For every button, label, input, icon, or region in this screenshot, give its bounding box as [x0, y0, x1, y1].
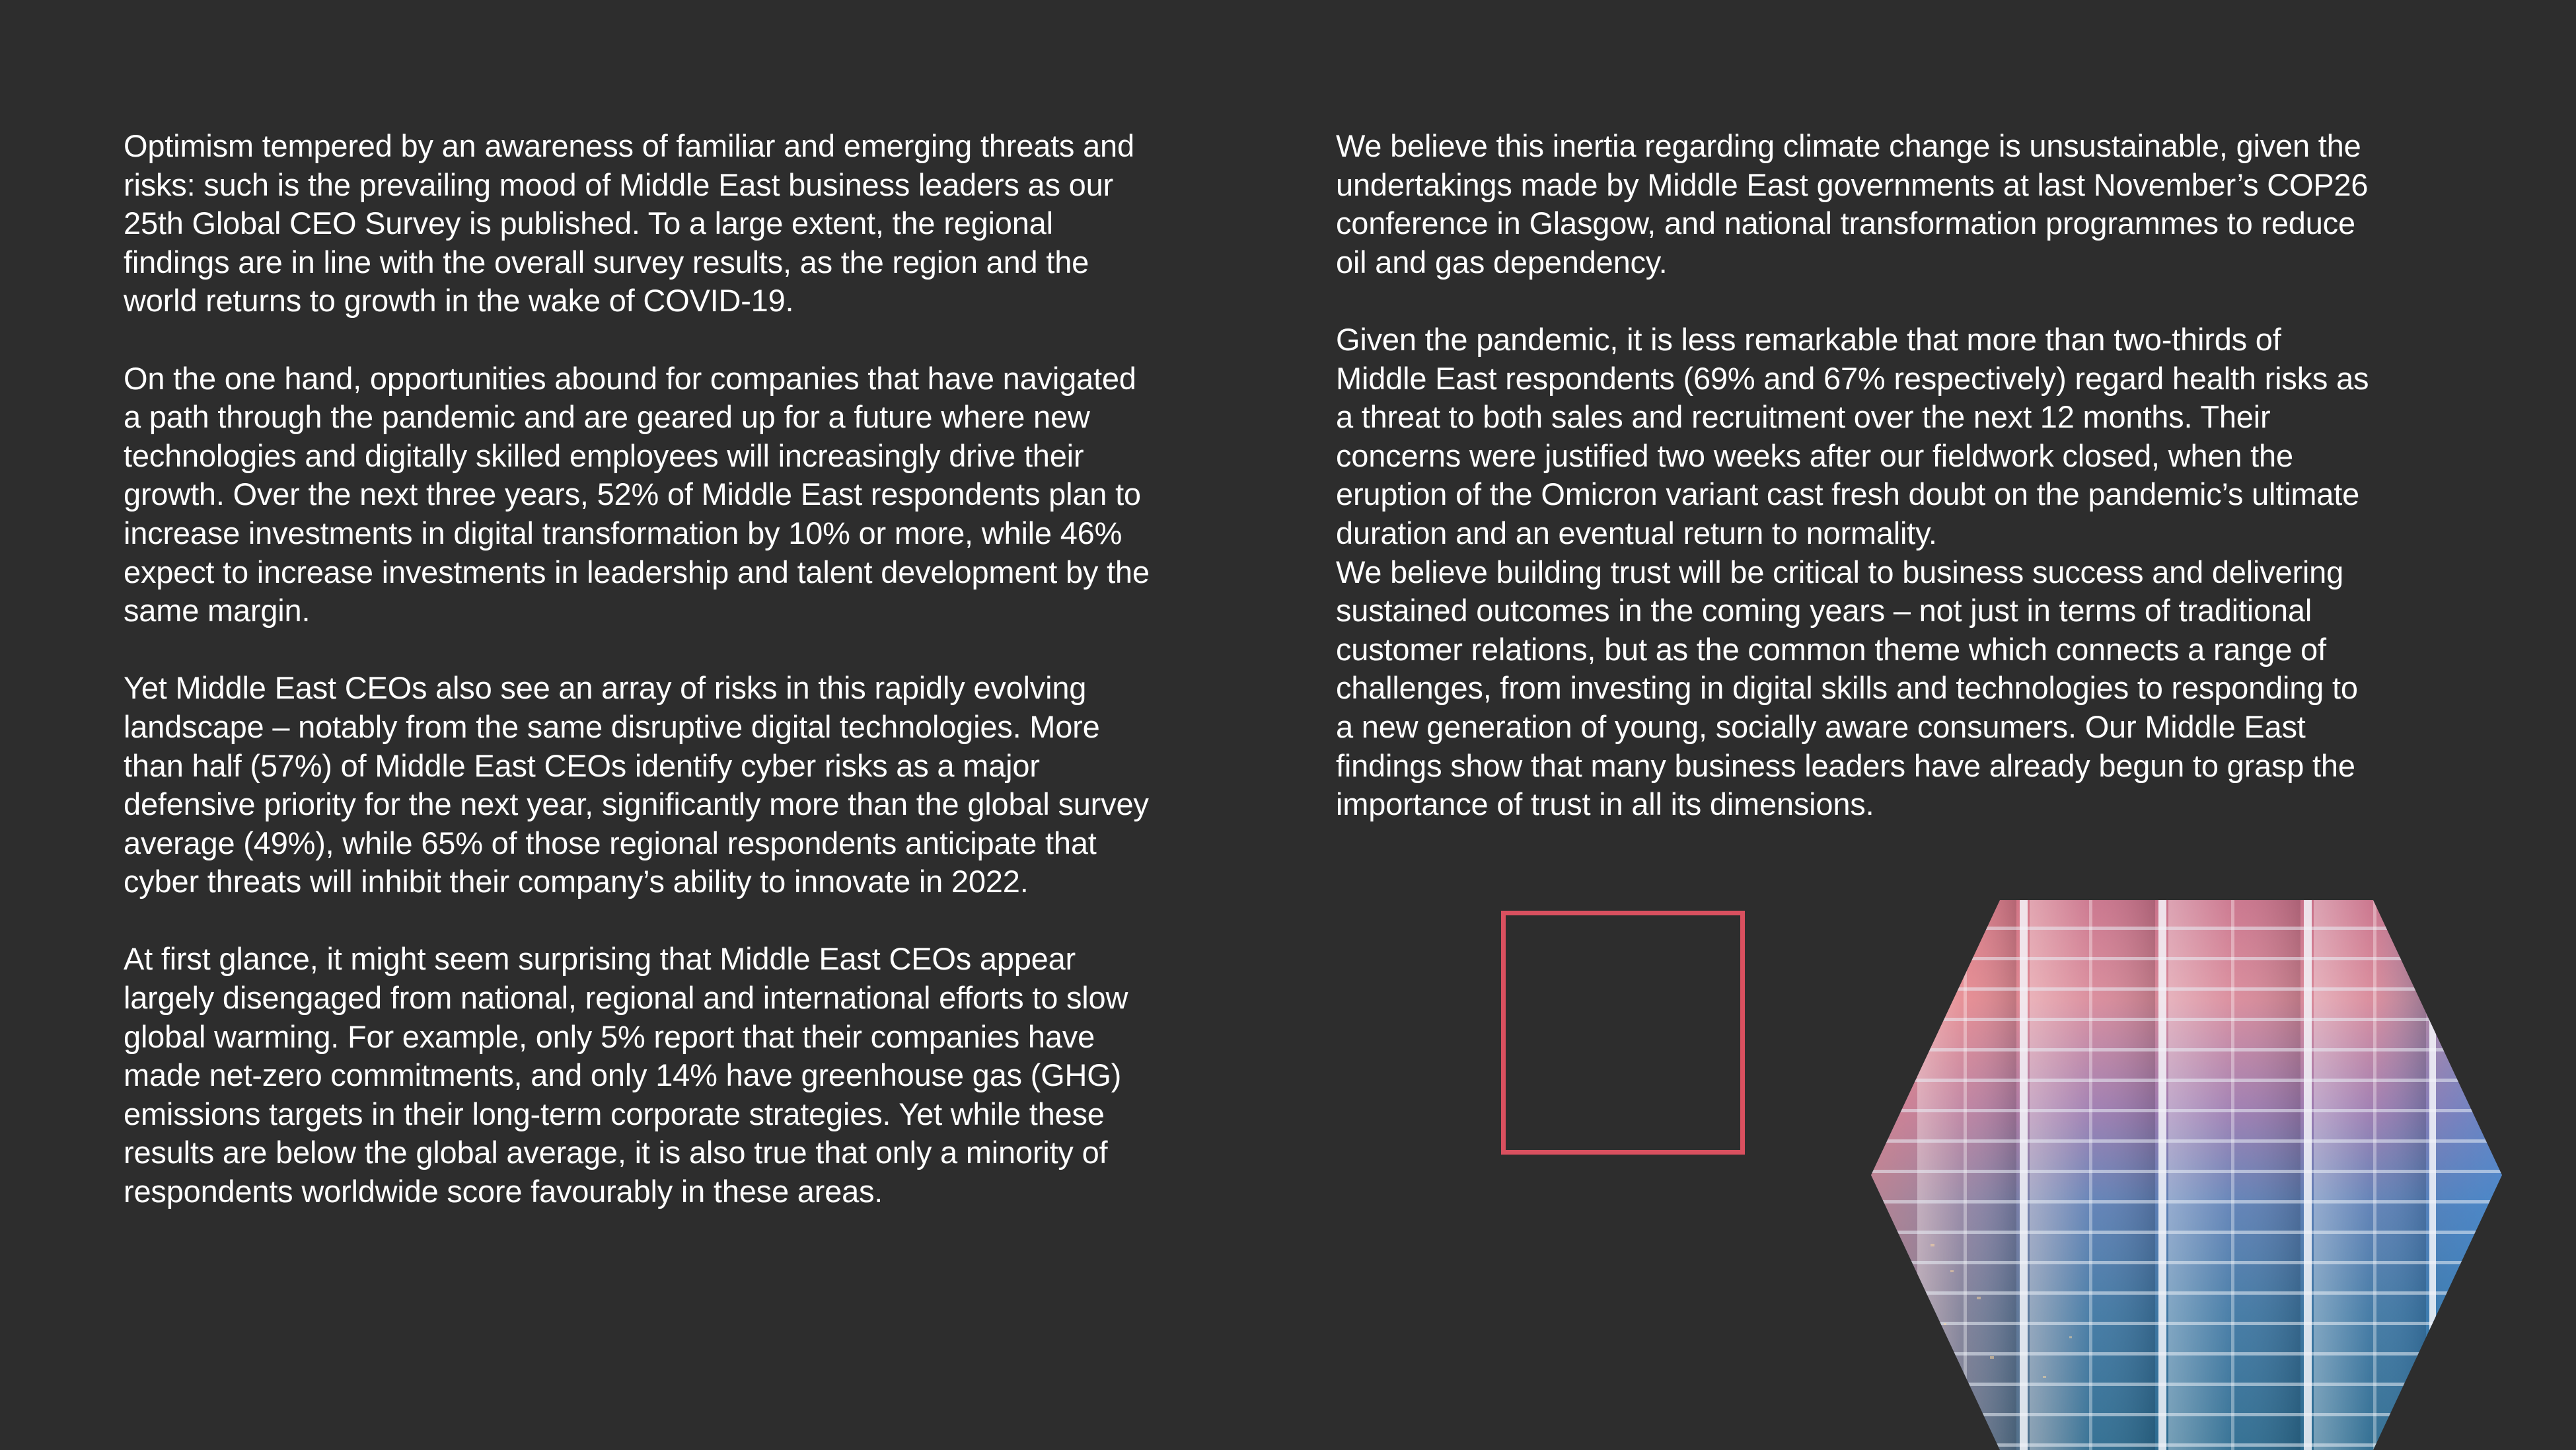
climate-paragraph: At first glance, it might seem surprising that Middle East CEOs appear largely disengaged from national, regional and international efforts to slow global warming. For example, only 5% report that their companies have made net-zero commitments, and only 14% have greenhouse gas (GHG) emissions targets in their long-term corporate strategies. Yet while these results are below the global average, it is also true that only a minority of respondents worldwide score favourably in these areas. [124, 941, 1128, 1209]
decorative-outline-square [1501, 911, 1745, 1155]
right-text-column [1336, 127, 2459, 862]
intro-paragraph: Optimism tempered by an awareness of familiar and emerging threats and risks: such is the prevailing mood of Middle East business leaders as our 25th Global CEO Survey is published. To a large extent, the regional findings are in line with the overall survey results, as the region and the world returns to growth in the wake of COVID-19. [124, 128, 1134, 319]
building-facade-hexagon-photo [1871, 900, 2502, 1450]
risks-paragraph: Yet Middle East CEOs also see an array of risks in this rapidly evolving landscape – notably from the same disruptive digital technologies. More than half (57%) of Middle East CEOs identify cyber risks as a major defensive priority for the next year, significantly more than the global survey average (49%), while 65% of those regional respondents anticipate that cyber threats will inhibit their company’s ability to innovate in 2022. [124, 670, 1149, 899]
trust-paragraph: We believe building trust will be critical to business success and delivering sustained outcomes in the coming years – not just in terms of traditional customer relations, but as the common theme which connects a range of challenges, from investing in digital skills and technologies to responding to a new generation of young, socially aware consumers. Our Middle East findings show that many business leaders have already begun to grasp the importance of trust in all its dimensions. [1336, 554, 2358, 822]
inertia-paragraph: We believe this inertia regarding climate change is unsustainable, given the undertakings made by Middle East governments at last November’s COP26 conference in Glasgow, and national transformation programmes to reduce oil and gas dependency. [1336, 128, 2369, 280]
health-risks-paragraph: Given the pandemic, it is less remarkable that more than two-thirds of Middle East respondents (69% and 67% respectively) regard health risks as a threat to both sales and recruitment over the next 12 months. Their concerns were justified two weeks after our fieldwork closed, when the eruption of the Omicron variant cast fresh doubt on the pandemic’s ultimate duration and an eventual return to normality. [1336, 321, 2369, 551]
opportunities-paragraph: On the one hand, opportunities abound for companies that have navigated a path through the pandemic and are geared up for a future where new technologies and digitally skilled employees will increasingly drive their growth. Over the next three years, 52% of Middle East respondents plan to increase investments in digital transformation by 10% or more, while 46% expect to increase investments in leadership and talent development by the same margin. [124, 360, 1150, 629]
left-text-column [124, 127, 1220, 1250]
